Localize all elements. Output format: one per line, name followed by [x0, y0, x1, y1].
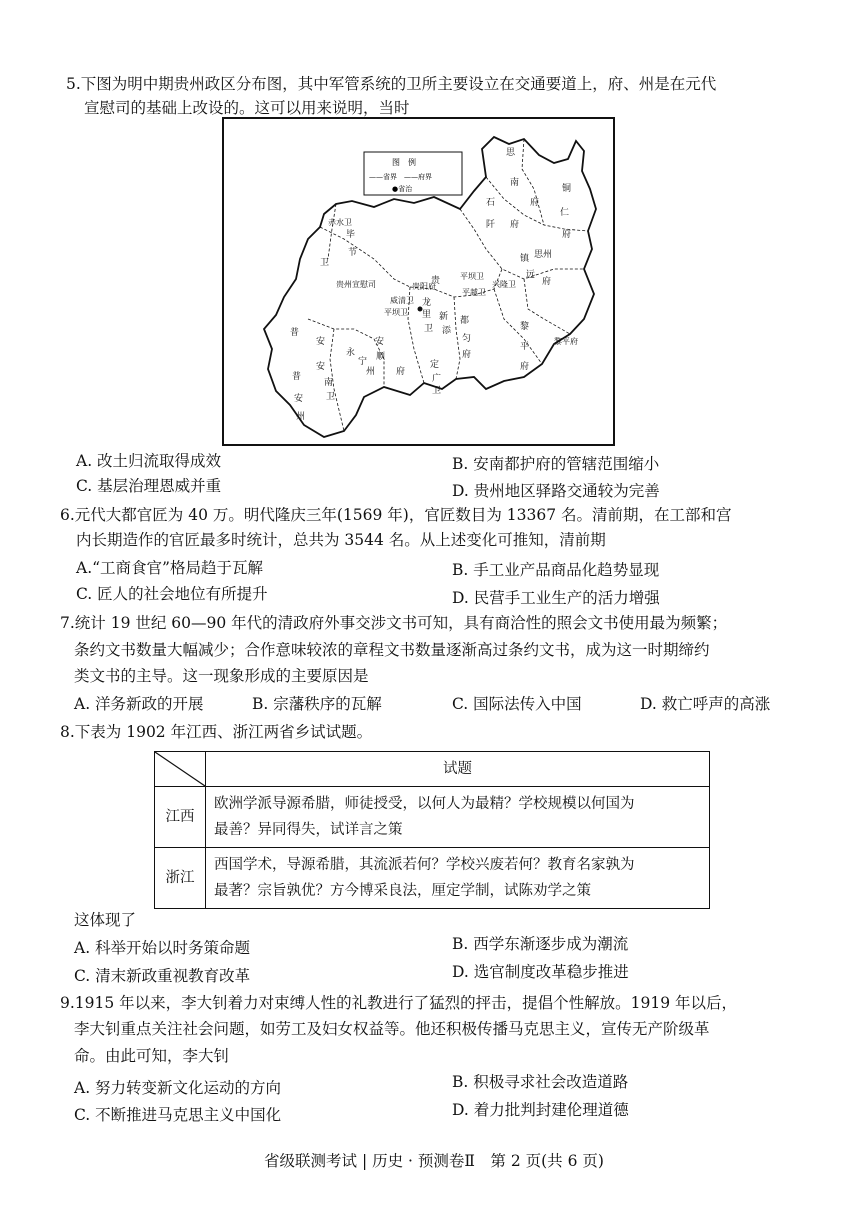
table-question: [206, 787, 710, 848]
q9-option-c[interactable]: C. 不断推进马克思主义中国化: [74, 1106, 282, 1124]
map-label: 平坝卫: [460, 272, 484, 281]
map-label: 远: [526, 270, 536, 280]
map-label: 府: [510, 220, 520, 230]
map-legend-title: 图 例: [392, 158, 416, 167]
map-label: 思: [506, 148, 516, 158]
map-label: 平坝卫: [384, 308, 408, 317]
map-label: 铜: [562, 184, 572, 194]
map-label: 府: [542, 277, 552, 287]
map-label: 都: [460, 316, 470, 326]
map-label: 节: [348, 248, 358, 258]
map-label: 仁: [560, 208, 570, 218]
q8-stem: 8.下表为 1902 年江西、浙江两省乡试试题。: [60, 723, 373, 741]
map-label: 威清卫: [390, 296, 414, 305]
q8-table: [154, 751, 710, 909]
table-question-line2: 最著？宗旨孰优？方今博采良法，厘定学制，试陈劝学之策: [214, 883, 591, 899]
q7-option-c[interactable]: C. 国际法传入中国: [452, 695, 582, 713]
q5-option-c[interactable]: C. 基层治理恩威并重: [76, 477, 222, 495]
map-label: 赤水卫: [328, 218, 352, 227]
map-label: 思州: [534, 250, 553, 260]
map-label: 府: [530, 198, 540, 208]
map-label: 宁: [358, 357, 368, 367]
guizhou-map-figure: [224, 119, 613, 444]
map-label: 新: [439, 312, 449, 322]
q6-option-c[interactable]: C. 匠人的社会地位有所提升: [76, 585, 268, 603]
map-label: 贵阳府: [412, 282, 436, 291]
table-header: 试题: [206, 752, 710, 787]
map-label: 安: [375, 337, 385, 347]
q9-stem-line2: 李大钊重点关注社会问题，如劳工及妇女权益等。他还积极传播马克思主义，宣传无产阶级革: [74, 1020, 710, 1038]
q7-stem-line3: 类文书的主导。这一现象形成的主要原因是: [74, 667, 369, 685]
map-label: 毕: [346, 230, 356, 240]
map-label: 卫: [326, 392, 336, 402]
map-label: 贵州宣慰司: [336, 280, 376, 289]
q8-after: 这体现了: [74, 911, 137, 929]
guizhou-map: [222, 117, 615, 446]
map-label: 阡: [486, 220, 496, 230]
map-label: 顺: [376, 352, 386, 362]
q7-option-a[interactable]: A. 洋务新政的开展: [74, 695, 204, 713]
map-label: 里: [422, 310, 432, 320]
map-label: 安: [316, 362, 326, 372]
map-label: 南: [510, 178, 520, 188]
map-label: 卫: [424, 324, 434, 334]
q5-stem-line1: 5.下图为明中期贵州政区分布图，其中军管系统的卫所主要设立在交通要道上，府、州是在元代: [66, 75, 717, 93]
map-label: 匀: [462, 334, 472, 344]
q7-option-b[interactable]: B. 宗藩秩序的瓦解: [252, 695, 382, 713]
q9-option-d[interactable]: D. 着力批判封建伦理道德: [452, 1101, 629, 1119]
q5-option-b[interactable]: B. 安南都护府的管辖范围缩小: [452, 455, 660, 473]
map-label: 安: [316, 337, 326, 347]
q7-stem-line1: 7.统计 19 世纪 60—90 年代的清政府外事交涉文书可知，具有商洽性的照会文书使用最为频繁；: [60, 614, 728, 632]
q8-option-c[interactable]: C. 清末新政重视教育改革: [74, 967, 251, 985]
map-label: 平越卫: [462, 288, 486, 297]
q8-option-a[interactable]: A. 科举开始以时务策命题: [74, 939, 251, 957]
map-label: 安: [294, 394, 304, 404]
q8-option-b[interactable]: B. 西学东渐逐步成为潮流: [452, 935, 629, 953]
map-label: 府: [462, 350, 472, 360]
q6-stem-line2: 内长期造作的官匠最多时统计，总共为 3544 名。从上述变化可推知，清前期: [76, 531, 606, 549]
q6-option-a[interactable]: A.“工商食官”格局趋于瓦解: [76, 559, 263, 577]
table-question-line1: 欧洲学派导源希腊，师徒授受，以何人为最精？学校规模以何国为: [214, 796, 635, 812]
map-label: 南: [324, 378, 334, 388]
table-question: [206, 848, 710, 909]
q5-option-d[interactable]: D. 贵州地区驿路交通较为完善: [452, 482, 660, 500]
map-label: 龙: [422, 298, 432, 308]
table-province: 江西: [155, 787, 206, 848]
map-legend-capital: ●省治: [392, 185, 413, 193]
q9-stem-line1: 9.1915 年以来，李大钊着力对束缚人性的礼教进行了猛烈的抨击，提倡个性解放。1919 年以后，: [60, 994, 738, 1012]
map-label: 卫: [432, 386, 442, 396]
map-label: 镇: [520, 254, 530, 264]
page-footer: 省级联测考试 | 历史 · 预测卷Ⅱ 第 2 页(共 6 页): [264, 1152, 604, 1170]
map-label: 石: [486, 198, 496, 208]
map-label: 卫: [320, 258, 330, 268]
map-label: 普: [292, 372, 302, 382]
table-row: [155, 787, 710, 848]
map-label: 广: [432, 374, 442, 384]
map-label: 永: [346, 348, 356, 358]
map-label: 府: [396, 367, 406, 377]
q9-option-a[interactable]: A. 努力转变新文化运动的方向: [74, 1079, 282, 1097]
table-province: 浙江: [155, 848, 206, 909]
q9-stem-line3: 命。由此可知，李大钊: [74, 1047, 230, 1065]
map-label: 平: [520, 342, 530, 352]
table-question-line1: 西国学术，导源希腊，其流派若何？学校兴废若何？教育名家孰为: [214, 857, 635, 873]
q7-stem-line2: 条约文书数量大幅减少；合作意味较浓的章程文书数量逐渐高过条约文书，成为这一时期缔约: [74, 641, 710, 659]
q6-option-b[interactable]: B. 手工业产品商品化趋势显现: [452, 561, 660, 579]
q6-option-d[interactable]: D. 民营手工业生产的活力增强: [452, 589, 660, 607]
table-row: [155, 848, 710, 909]
map-label: 州: [296, 412, 306, 422]
map-label: 府: [562, 230, 572, 240]
map-label: 州: [366, 367, 376, 377]
q5-option-a[interactable]: A. 改土归流取得成效: [76, 452, 222, 470]
q5-stem-line2: 宣慰司的基础上改设的。这可以用来说明，当时: [84, 99, 410, 117]
q7-option-d[interactable]: D. 救亡呼声的高涨: [640, 695, 771, 713]
map-label: 兴隆卫: [492, 280, 516, 289]
map-label: 普: [290, 328, 300, 338]
q6-stem-line1: 6.元代大都官匠为 40 万。明代隆庆三年(1569 年)，官匠数目为 13367 名。清前期，在工部和宫: [60, 506, 732, 524]
map-label: 定: [430, 360, 440, 370]
map-label: 贵: [431, 276, 441, 286]
map-label: 府: [520, 362, 530, 372]
table-corner-cell: [155, 752, 206, 787]
map-label: 黎平府: [554, 337, 578, 346]
map-label: 黎: [520, 322, 530, 332]
q8-option-d[interactable]: D. 选官制度改革稳步推进: [452, 963, 629, 981]
q9-option-b[interactable]: B. 积极寻求社会改造道路: [452, 1073, 629, 1091]
table-question-line2: 最善？异同得失，试详言之策: [214, 822, 403, 838]
map-legend-items: ——省界 ——府界: [369, 173, 432, 181]
map-label: 添: [442, 326, 452, 336]
